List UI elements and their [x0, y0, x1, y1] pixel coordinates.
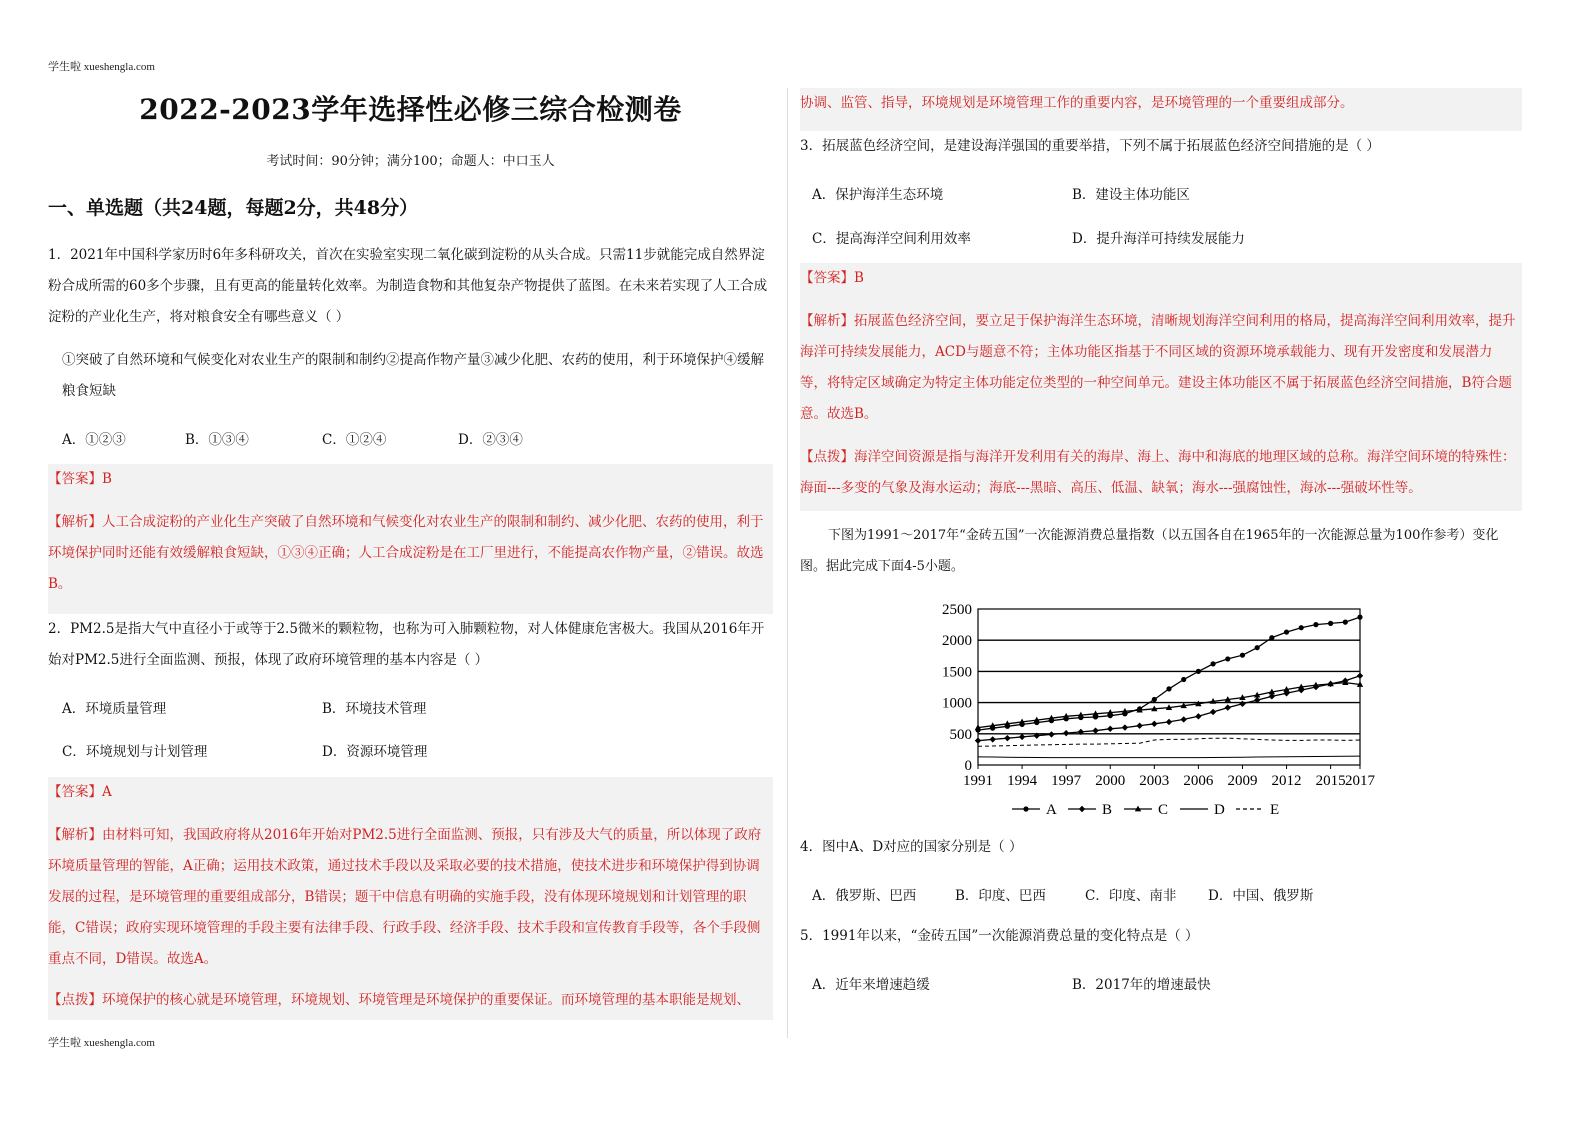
- intro-q4-5: 下图为1991～2017年“金砖五国”一次能源消费总量指数（以五国各自在1965年的一次能源总量为100作参考）变化图。据此完成下面4-5小题。: [800, 528, 1499, 574]
- point-A: [1166, 686, 1171, 691]
- point-A: [1343, 620, 1348, 625]
- q1-option-d: D．②③④: [458, 432, 523, 448]
- point-B: [975, 737, 981, 743]
- point-B: [1225, 704, 1231, 710]
- q2-option-b: B．环境技术管理: [322, 701, 427, 717]
- exam-info: 考试时间：90分钟；满分100；命题人：中口玉人: [266, 154, 555, 169]
- legend-label-A: A: [1046, 802, 1057, 818]
- watermark-top: 学生啦 xueshengla.com: [48, 61, 155, 73]
- point-A: [1299, 625, 1304, 630]
- section-heading: 一、单选题（共24题，每题2分，共48分）: [48, 197, 419, 219]
- point-B: [1019, 734, 1025, 740]
- q2-option-a: A．环境质量管理: [62, 701, 167, 717]
- point-B: [1092, 727, 1098, 733]
- energy-consumption-chart: [920, 595, 1390, 825]
- point-A: [1255, 645, 1260, 650]
- point-B: [1151, 721, 1157, 727]
- q2-option-d: D．资源环境管理: [322, 744, 428, 760]
- y-tick-label: 500: [949, 726, 972, 743]
- q1-option-b: B．①③④: [185, 432, 249, 448]
- point-B: [1107, 726, 1113, 732]
- y-tick-label: 0: [964, 758, 972, 774]
- point-A: [1152, 697, 1157, 702]
- x-tick-label: 2009: [1227, 773, 1258, 789]
- q1-option-a: A．①②③: [62, 432, 126, 448]
- legend-label-B: B: [1102, 802, 1113, 818]
- q3-tip: 【点拨】海洋空间资源是指与海洋开发利用有关的海岸、海上、海中和海底的地理区域的总称。海洋空间环境的特殊性：海面---多变的气象及海水运动；海底---黑暗、高压、低温、缺氧；海水---强腐蚀性，海冰---强破坏性等。: [800, 449, 1516, 496]
- q1-stem: 1．2021年中国科学家历时6年多科研攻关，首次在实验室实现二氧化碳到淀粉的从头合成。只需11步就能完成自然界淀粉合成所需的60多个步骤，且有更高的能量转化效率。为制造食物和其他复杂产物提供了蓝图。在未来若实现了人工合成淀粉的产业化生产，将对粮食安全有哪些意义（ ）: [48, 247, 768, 325]
- q2-answer: 【答案】A: [48, 784, 112, 800]
- x-tick-label: 1997: [1051, 773, 1082, 789]
- q2-answer-box: [48, 777, 773, 1020]
- legend-marker-A: [1023, 806, 1028, 811]
- q1-answer: 【答案】B: [48, 471, 112, 487]
- q3-answer-box: [800, 263, 1522, 511]
- q3-option-b: B．建设主体功能区: [1072, 187, 1190, 203]
- point-B: [1195, 713, 1201, 719]
- x-tick-label: 2015: [1315, 773, 1346, 789]
- point-B: [1048, 731, 1054, 737]
- x-tick-label: 2012: [1271, 773, 1302, 789]
- series-line-E: [978, 738, 1360, 746]
- point-A: [1284, 629, 1289, 634]
- q4-stem: 4．图中A、D对应的国家分别是（ ）: [800, 839, 1023, 855]
- point-B: [1122, 724, 1128, 730]
- x-tick-label: 1994: [1007, 773, 1038, 789]
- x-tick-label: 2006: [1183, 773, 1214, 789]
- q4-option-a: A．俄罗斯、巴西: [812, 888, 917, 904]
- x-tick-label: 2000: [1095, 773, 1126, 789]
- point-B: [1210, 709, 1216, 715]
- legend-label-D: D: [1214, 802, 1225, 818]
- point-B: [1136, 722, 1142, 728]
- q5-stem: 5．1991年以来，“金砖五国”一次能源消费总量的变化特点是（ ）: [800, 928, 1199, 944]
- point-A: [1196, 669, 1201, 674]
- x-tick-label: 1991: [963, 773, 993, 789]
- column-divider: [787, 88, 788, 1038]
- y-tick-label: 2500: [942, 602, 972, 618]
- series-line-A: [978, 617, 1360, 730]
- point-B: [1063, 730, 1069, 736]
- q2-option-c: C．环境规划与计划管理: [62, 744, 208, 760]
- legend-label-E: E: [1270, 802, 1280, 818]
- point-B: [1004, 735, 1010, 741]
- series-line-D: [978, 756, 1360, 758]
- q3-analysis: 【解析】拓展蓝色经济空间，要立足于保护海洋生态环境，清晰规划海洋空间利用的格局，提高海洋空间利用效率，提升海洋可持续发展能力，ACD与题意不符；主体功能区指基于不同区域的资源环境承载能力、现有开发密度和发展潜力等，将特定区域确定为特定主体功能定位类型的一种空间单元。建设主体功能区不属于拓展蓝色经济空间措施，B符合题意。故选B。: [800, 313, 1516, 422]
- q3-option-a: A．保护海洋生态环境: [812, 187, 944, 203]
- point-B: [1357, 673, 1363, 679]
- point-B: [1239, 701, 1245, 707]
- point-A: [1240, 653, 1245, 658]
- y-tick-label: 2000: [942, 633, 972, 650]
- point-B: [1166, 719, 1172, 725]
- q3-option-c: C．提高海洋空间利用效率: [812, 231, 971, 247]
- y-tick-label: 1500: [942, 664, 972, 681]
- q2-analysis: 【解析】由材料可知，我国政府将从2016年开始对PM2.5进行全面监测、预报，只有涉及大气的质量，所以体现了政府环境质量管理的智能，A正确；运用技术政策，通过技术手段以及采取必要的技术措施，使技术进步和环境保护得到协调发展的过程，是环境管理的重要组成部分，B错误；题干中信息有明确的实施手段，没有体现环境规划和计划管理的职能，C错误；政府实现环境管理的手段主要有法律手段、行政手段、经济手段、技术手段和宣传教育手段等，各个手段侧重点不同，D错误。故选A。: [48, 827, 762, 967]
- q1-option-c: C．①②④: [322, 432, 387, 448]
- point-A: [1313, 622, 1318, 627]
- x-tick-label: 2003: [1139, 773, 1170, 789]
- q3-answer: 【答案】B: [800, 270, 864, 286]
- q1-analysis: 【解析】人工合成淀粉的产业化生产突破了自然环境和气候变化对农业生产的限制和制约、减少化肥、农药的使用，利于环境保护同时还能有效缓解粮食短缺，①③④正确；人工合成淀粉是在工厂里进行，不能提高农作物产量，②错误。故选B。: [48, 514, 764, 592]
- point-A: [1269, 635, 1274, 640]
- q5-option-a: A．近年来增速趋缓: [812, 977, 930, 993]
- point-A: [1357, 615, 1362, 620]
- watermark-bottom: 学生啦 xueshengla.com: [48, 1037, 155, 1049]
- q1-items: ①突破了自然环境和气候变化对农业生产的限制和制约②提高作物产量③减少化肥、农药的使用，利于环境保护④缓解粮食短缺: [62, 352, 764, 399]
- q3-stem: 3．拓展蓝色经济空间，是建设海洋强国的重要举措，下列不属于拓展蓝色经济空间措施的是（ ）: [800, 138, 1380, 154]
- q2-tip-continued-box: [800, 88, 1522, 131]
- x-tick-label: 2017: [1345, 773, 1375, 789]
- q4-option-b: B．印度、巴西: [955, 888, 1046, 904]
- legend-marker-B: [1079, 806, 1085, 812]
- q1-answer-box: [48, 464, 773, 614]
- point-A: [1328, 621, 1333, 626]
- point-B: [989, 736, 995, 742]
- q2-stem: 2．PM2.5是指大气中直径小于或等于2.5微米的颗粒物，也称为可入肺颗粒物，对人体健康危害极大。我国从2016年开始对PM2.5进行全面监测、预报，体现了政府环境管理的基本内容是（ ）: [48, 621, 765, 668]
- q2-tip-continued: 协调、监管、指导，环境规划是环境管理工作的重要内容，是环境管理的一个重要组成部分。: [800, 95, 1354, 111]
- q3-option-d: D．提升海洋可持续发展能力: [1072, 231, 1245, 247]
- q2-tip: 【点拨】环境保护的核心就是环境管理，环境规划、环境管理是环境保护的重要保证。而环境管理的基本职能是规划、: [48, 992, 750, 1008]
- point-A: [1181, 677, 1186, 682]
- page-title: 2022-2023学年选择性必修三综合检测卷: [139, 93, 682, 126]
- q4-option-c: C．印度、南非: [1085, 888, 1177, 904]
- q4-option-d: D．中国、俄罗斯: [1208, 888, 1314, 904]
- y-tick-label: 1000: [942, 695, 972, 712]
- point-A: [1225, 656, 1230, 661]
- q5-option-b: B．2017年的增速最快: [1072, 977, 1211, 993]
- legend-label-C: C: [1158, 802, 1169, 818]
- point-B: [1180, 716, 1186, 722]
- point-A: [1210, 661, 1215, 666]
